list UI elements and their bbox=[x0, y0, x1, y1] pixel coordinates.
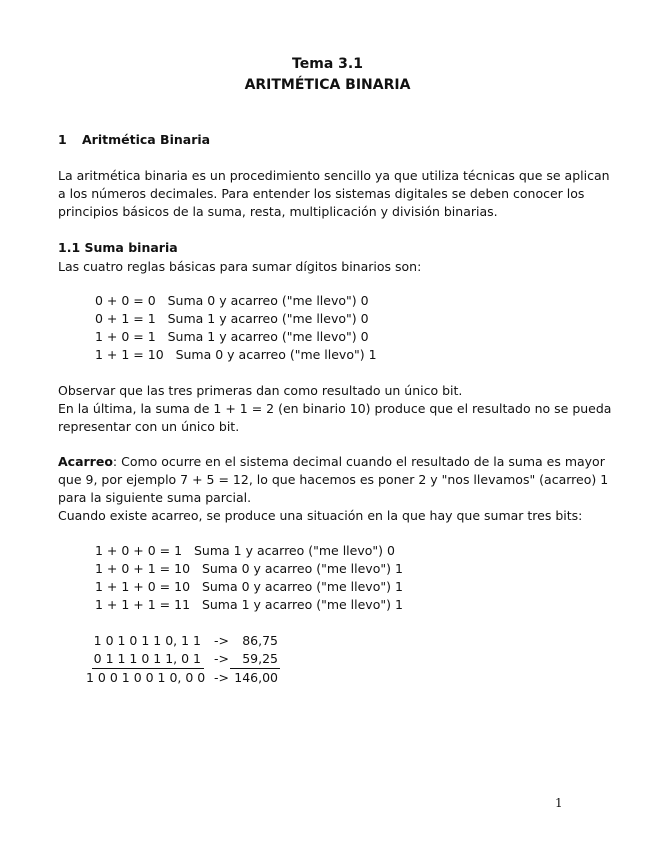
observe-line: Observar que las tres primeras dan como resultado un único bit. bbox=[58, 383, 463, 398]
rule-line: 0 + 1 = 1 Suma 1 y acarreo ("me llevo") 0 bbox=[95, 311, 369, 326]
three-bits-line: Cuando existe acarreo, se produce una situación en la que hay que sumar tres bits: bbox=[58, 508, 583, 523]
intro-paragraph: La aritmética binaria es un procedimiento sencillo ya que utiliza técnicas que se aplican a los números decimales. Para entender los sistemas digitales se deben conocer los principios básicos de la suma, resta, multiplicación y división binarias. bbox=[58, 168, 610, 219]
example-operand-2: 0 1 1 1 0 1 1, 0 1 bbox=[93, 651, 201, 666]
sum-line-decimal bbox=[230, 668, 280, 669]
example-result: 1 0 0 1 0 0 1 0, 0 0 bbox=[86, 670, 206, 685]
section-heading bbox=[58, 132, 210, 147]
example-arrow: -> bbox=[214, 633, 229, 648]
example-decimal-2: 59,25 bbox=[242, 651, 278, 666]
example-operand-1: 1 0 1 0 1 1 0, 1 1 bbox=[93, 633, 201, 648]
sum-line-binary bbox=[92, 668, 204, 669]
page-number: 1 bbox=[555, 796, 563, 810]
acarreo-text: : Como ocurre en el sistema decimal cuando el resultado de la suma es mayor que 9, por ejemplo 7 + 5 = 12, lo que hacemos es poner 2 y "nos llevamos" (acarreo) 1 para la siguiente suma parcial. bbox=[58, 454, 609, 505]
section-title: Aritmética Binaria bbox=[82, 132, 211, 147]
example-decimal-1: 86,75 bbox=[242, 633, 278, 648]
example-result-decimal: 146,00 bbox=[234, 670, 278, 685]
subsection-heading: 1.1 Suma binaria bbox=[58, 240, 178, 255]
acarreo-paragraph bbox=[58, 453, 613, 507]
page-subtitle: ARITMÉTICA BINARIA bbox=[244, 77, 411, 93]
rule-line: 1 + 0 = 1 Suma 1 y acarreo ("me llevo") 0 bbox=[95, 329, 369, 344]
rule3-line: 1 + 1 + 1 = 11 Suma 1 y acarreo ("me llevo") 1 bbox=[95, 597, 403, 612]
rule3-line: 1 + 0 + 0 = 1 Suma 1 y acarreo ("me llevo") 0 bbox=[95, 543, 395, 558]
acarreo-label: Acarreo bbox=[58, 454, 113, 469]
rule-line: 0 + 0 = 0 Suma 0 y acarreo ("me llevo") 0 bbox=[95, 293, 369, 308]
page-title: Tema 3.1 bbox=[292, 56, 363, 72]
rule3-line: 1 + 0 + 1 = 10 Suma 0 y acarreo ("me llevo") 1 bbox=[95, 561, 403, 576]
rule3-line: 1 + 1 + 0 = 10 Suma 0 y acarreo ("me llevo") 1 bbox=[95, 579, 403, 594]
rule-line: 1 + 1 = 10 Suma 0 y acarreo ("me llevo") 1 bbox=[95, 347, 377, 362]
example-arrow: -> bbox=[214, 651, 229, 666]
observe-paragraph: En la última, la suma de 1 + 1 = 2 (en binario 10) produce que el resultado no se pueda representar con un único bit. bbox=[58, 401, 612, 434]
subsection-lead: Las cuatro reglas básicas para sumar dígitos binarios son: bbox=[58, 259, 422, 274]
example-arrow: -> bbox=[214, 670, 229, 685]
section-number: 1 bbox=[58, 132, 67, 147]
